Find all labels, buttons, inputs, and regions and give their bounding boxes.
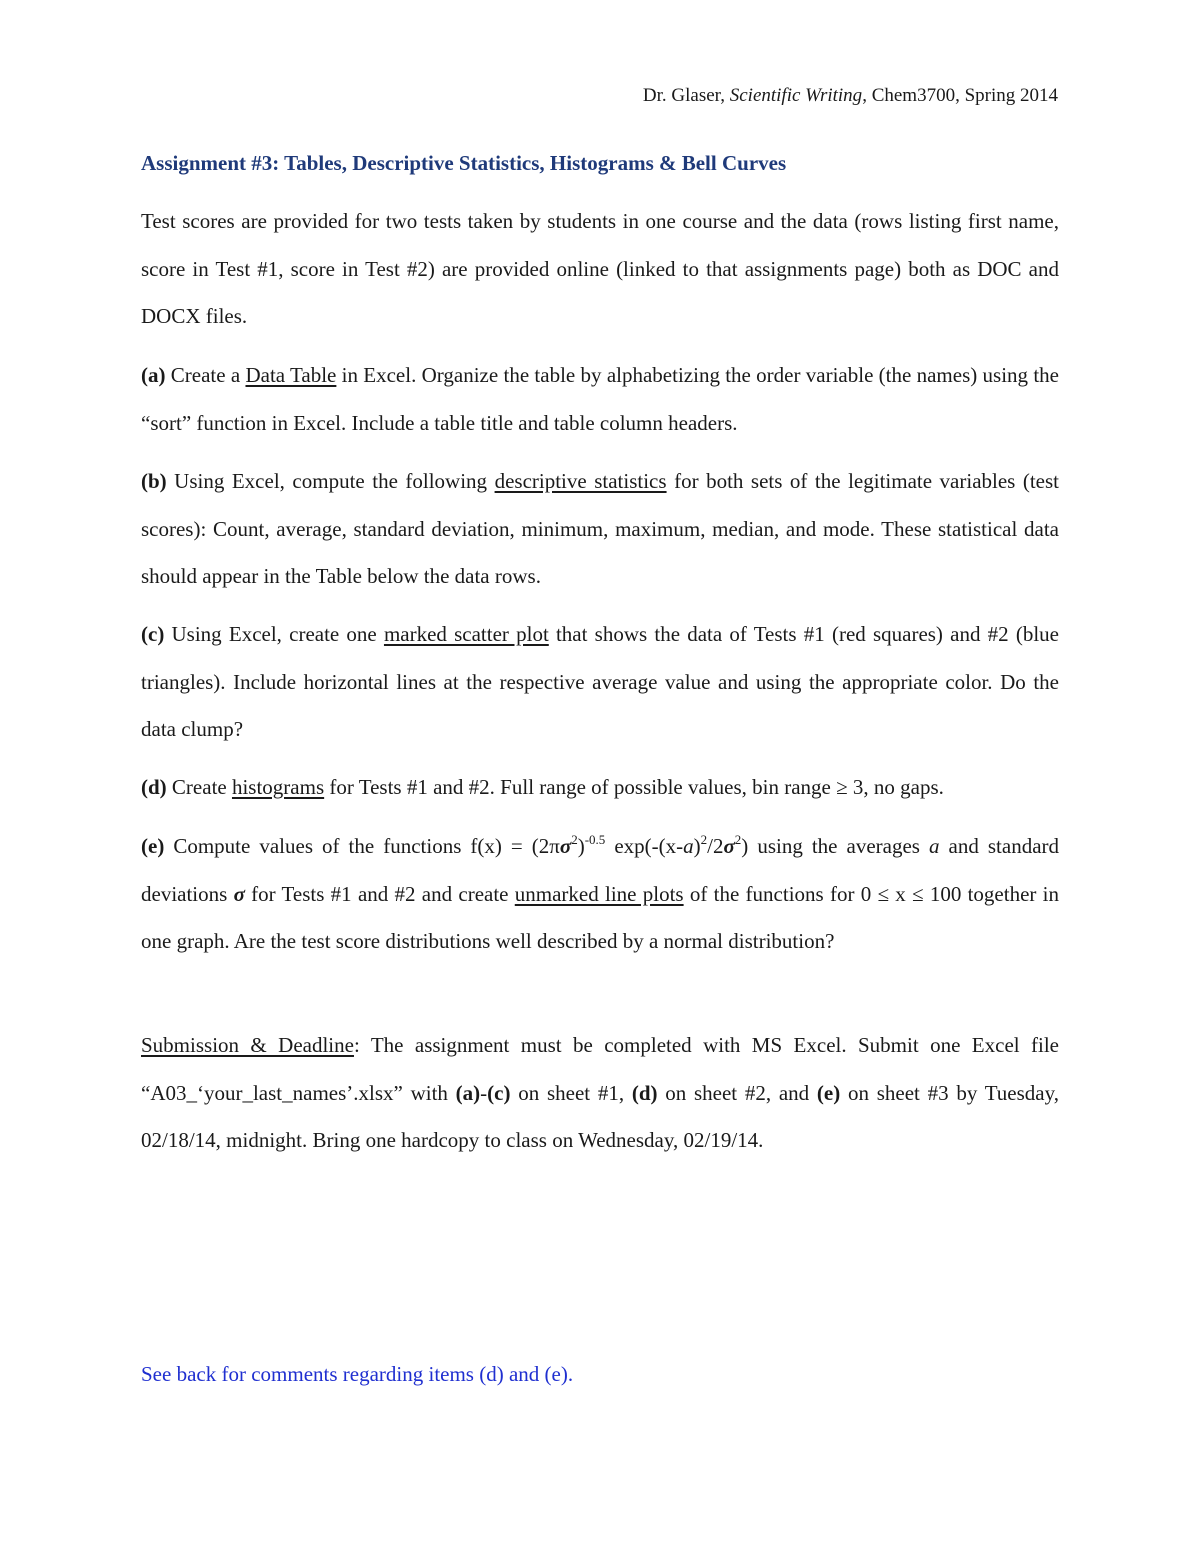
superscript: 2 xyxy=(700,832,708,847)
superscript: 2 xyxy=(734,832,742,847)
item-a-text-2: in Excel. Organize the table by alphabetizing the order variable (the names) using the “sort” function in Excel. Include a table title and table column headers. xyxy=(141,363,1059,435)
submission-bold-c: (c) xyxy=(487,1080,511,1105)
submission-label: Submission & Deadline xyxy=(141,1033,354,1057)
item-a-text-1: Create a xyxy=(165,363,246,387)
submission-bold-e: (e) xyxy=(816,1080,841,1105)
item-b-text-1: Using Excel, compute the following xyxy=(166,469,495,493)
header-prefix: Dr. Glaser, xyxy=(642,85,730,106)
alpha-symbol: a xyxy=(683,834,694,858)
item-e-text-9: of the functions for 0 ≤ x ≤ 100 together in one graph. Are the test score distributions well described by a normal distribution? xyxy=(141,881,1059,953)
item-e-text-4: ) xyxy=(693,834,701,858)
item-c xyxy=(141,611,1059,754)
item-a xyxy=(141,352,1059,447)
header-suffix: , Chem3700, Spring 2014 xyxy=(862,85,1058,106)
submission-text-2: - xyxy=(480,1080,488,1105)
item-e-text-5: /2 xyxy=(707,834,724,858)
item-b-label: (b) xyxy=(141,469,167,493)
item-b-text-2: for both sets of the legitimate variables (test scores): Count, average, standard deviation, minimum, maximum, median, and mode. These statistical data should appear in the Table below the data rows. xyxy=(141,469,1060,588)
item-d-underlined: histograms xyxy=(231,775,325,799)
superscript: 2 xyxy=(571,832,578,847)
item-c-text-2: that shows the data of Tests #1 (red squares) and #2 (blue triangles). Include horizontal lines at the respective average value and using the appropriate color. Do the data clump? xyxy=(141,622,1059,741)
item-e-text-1: Compute values of the functions f(x) = (2π xyxy=(164,834,560,858)
submission-text-1: : The assignment must be completed with MS Excel. Submit one Excel file “A03_‘your_last_names’.xlsx” with xyxy=(141,1033,1059,1105)
item-e-label: (e) xyxy=(141,834,165,858)
submission-text-3: on sheet #1, xyxy=(510,1080,632,1105)
item-d xyxy=(141,764,1059,812)
item-d-text-2: for Tests #1 and #2. Full range of possible values, bin range ≥ 3, no gaps. xyxy=(324,775,944,799)
header-course: Scientific Writing xyxy=(729,85,863,106)
item-c-text-1: Using Excel, create one xyxy=(164,622,384,646)
item-c-label: (c) xyxy=(141,622,165,646)
item-d-text-1: Create xyxy=(166,775,232,799)
item-c-underlined: marked scatter plot xyxy=(383,622,549,646)
item-e-text-6: ) using the averages xyxy=(741,834,929,858)
item-a-label: (a) xyxy=(141,363,166,387)
page-header xyxy=(643,84,1058,108)
item-e xyxy=(141,823,1059,966)
submission-text-5: on sheet #3 by Tuesday, 02/18/14, midnight. Bring one hardcopy to class on Wednesday, 02/19/14. xyxy=(141,1080,1059,1152)
submission-bold-d: (d) xyxy=(631,1080,658,1105)
submission-text-4: on sheet #2, and xyxy=(657,1080,817,1105)
item-d-label: (d) xyxy=(141,775,167,799)
back-note: See back for comments regarding items (d) and (e). xyxy=(141,1362,574,1386)
item-e-text-7: and standard deviations xyxy=(141,834,1060,906)
sigma-symbol: σ xyxy=(559,834,572,858)
item-e-underlined: unmarked line plots xyxy=(514,881,684,906)
item-b-underlined: descriptive statistics xyxy=(494,469,667,493)
item-a-underlined: Data Table xyxy=(245,363,337,387)
item-e-text-2: ) xyxy=(577,834,585,858)
superscript-exponent: -0.5 xyxy=(584,832,606,847)
item-b xyxy=(141,458,1059,601)
assignment-title: Assignment #3: Tables, Descriptive Statistics, Histograms & Bell Curves xyxy=(141,151,787,175)
sigma-symbol: σ xyxy=(233,881,245,906)
item-e-text-8: for Tests #1 and #2 and create xyxy=(244,881,515,906)
submission-bold-a: (a) xyxy=(455,1080,481,1105)
sigma-symbol: σ xyxy=(723,834,735,858)
submission-paragraph xyxy=(141,1022,1059,1165)
alpha-symbol: a xyxy=(929,834,940,858)
intro-paragraph: Test scores are provided for two tests taken by students in one course and the data (rows listing first name, score in Test #1, score in Test #2) are provided online (linked to that assignments page) both as DOC and DOCX files. xyxy=(141,209,1059,328)
item-e-text-3: exp(-(x- xyxy=(605,834,684,858)
